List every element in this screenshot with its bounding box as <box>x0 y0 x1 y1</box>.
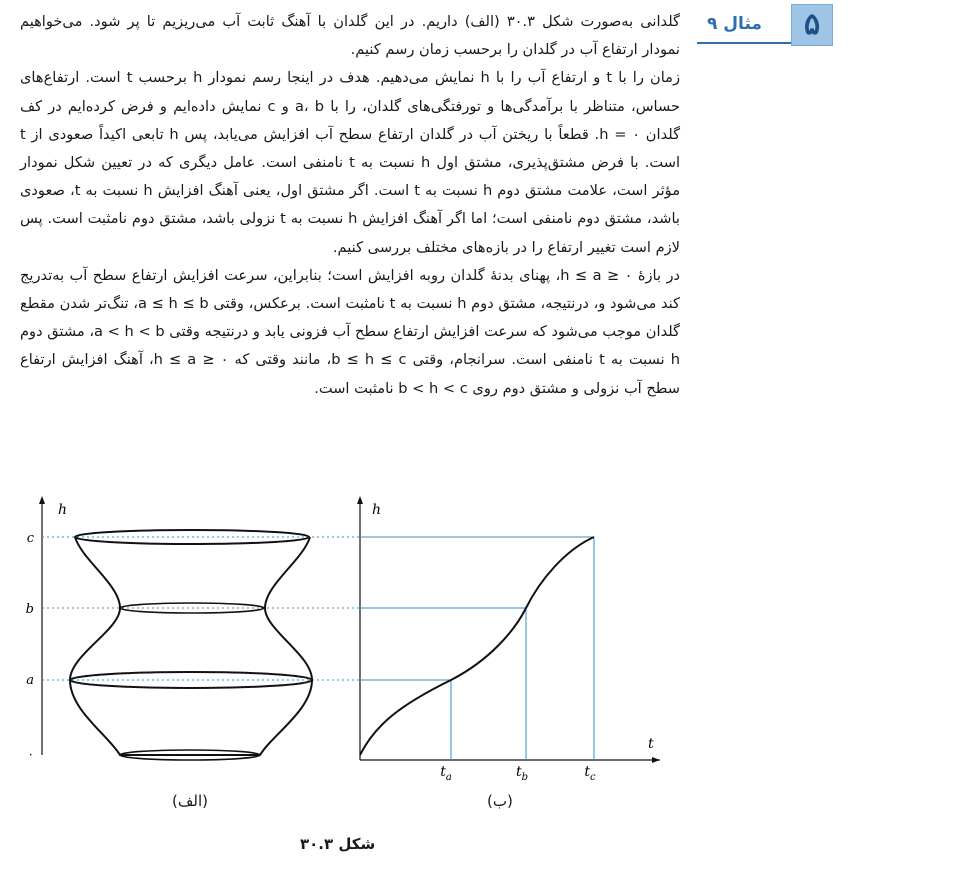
vase-axis-label: h <box>58 502 68 518</box>
paragraph-1: گلدانی به‌صورت شکل ۳۰.۳ (الف) داریم. در این گلدان با آهنگ ثابت آب می‌ریزیم تا پر شود. می‌خواهیم نمودار ارتفاع آب در گلدان را برحسب زمان رسم کنیم. <box>20 13 680 59</box>
caption-right: (ب) <box>487 792 513 810</box>
vase-body-section <box>70 672 312 688</box>
height-curve <box>360 537 594 755</box>
paragraph-2: زمان را با t و ارتفاع آب را با h نمایش می‌دهیم. هدف در اینجا رسم نمودار h برحسب t است. ارتفاع‌های حساس، متناظر با برآمدگی‌ها و تورفتگی‌های گلدان، را با a، b و c نمایش داده‌ایم و فرض کرده‌ایم در کف گلدان h = ۰. قطعاً با ریختن آب در گلدان ارتفاع سطح آب افزایش می‌یابد، پس h تابعی اکیداً صعودی از t است. با فرض مشتق‌پذیری، مشتق اول h نسبت به t نامنفی است. عامل دیگری که در تعیین شکل نمودار مؤثر است، علامت مشتق دوم h نسبت به t است. اگر مشتق اول، یعنی آهنگ افزایش h نسبت به t، صعودی باشد، مشتق دوم نامنفی است؛ اما اگر آهنگ افزایش h نسبت به t نزولی باشد، مشتق دوم نامثبت است. پس لازم است تغییر ارتفاع را در بازه‌های مختلف بررسی کنیم. <box>20 69 681 256</box>
tick-ta-sub: a <box>445 772 452 783</box>
tick-ta: $t_a$ <box>440 764 452 783</box>
tick-tb-sub: b <box>521 772 529 783</box>
example-number: ۵ <box>791 4 833 46</box>
graph-h-label: h <box>372 502 382 518</box>
vase-outline <box>70 537 312 755</box>
tick-zero: ۰ <box>27 747 34 761</box>
body-text <box>20 8 680 403</box>
caption-left: (الف) <box>172 792 208 810</box>
tick-tb: $t_b$ <box>515 764 529 783</box>
example-badge <box>697 6 831 44</box>
graph-h-arrow-icon <box>357 496 363 504</box>
tick-c: c <box>26 531 34 546</box>
figure-svg <box>20 490 660 830</box>
tick-a: a <box>26 673 34 688</box>
paragraph-3: در بازهٔ ۰ ≤ h ≤ a، پهنای بدنهٔ گلدان روبه افزایش است؛ بنابراین، سرعت افزایش ارتفاع سطح آب به‌تدریج کند می‌شود و، درنتیجه، مشتق دوم h نسبت به t نامثبت است. برعکس، وقتی a ≤ h ≤ b، تنگ‌تر شدن مقطع گلدان موجب می‌شود که سرعت افزایش ارتفاع سطح آب فزونی یابد و درنتیجه وقتی a < h < b، مشتق دوم h نسبت به t نامنفی است. سرانجام، وقتی b ≤ h ≤ c، مانند وقتی که ۰ ≤ h ≤ a، آهنگ افزایش ارتفاع سطح آب نزولی و مشتق دوم روی b < h < c نامثبت است. <box>20 266 681 397</box>
figure-caption: شکل ۳۰.۳ <box>300 835 376 853</box>
graph-t-label: t <box>648 736 654 752</box>
height-time-graph <box>357 496 660 783</box>
graph-t-arrow-icon <box>652 757 660 763</box>
example-label: مثال ۹ <box>707 14 762 34</box>
vase-axis-arrow-icon <box>39 496 45 504</box>
tick-tc-sub: c <box>590 772 596 783</box>
tick-b: b <box>25 602 34 617</box>
tick-tc: $t_c$ <box>584 764 596 783</box>
figure <box>20 490 660 830</box>
vase-diagram <box>26 496 360 761</box>
